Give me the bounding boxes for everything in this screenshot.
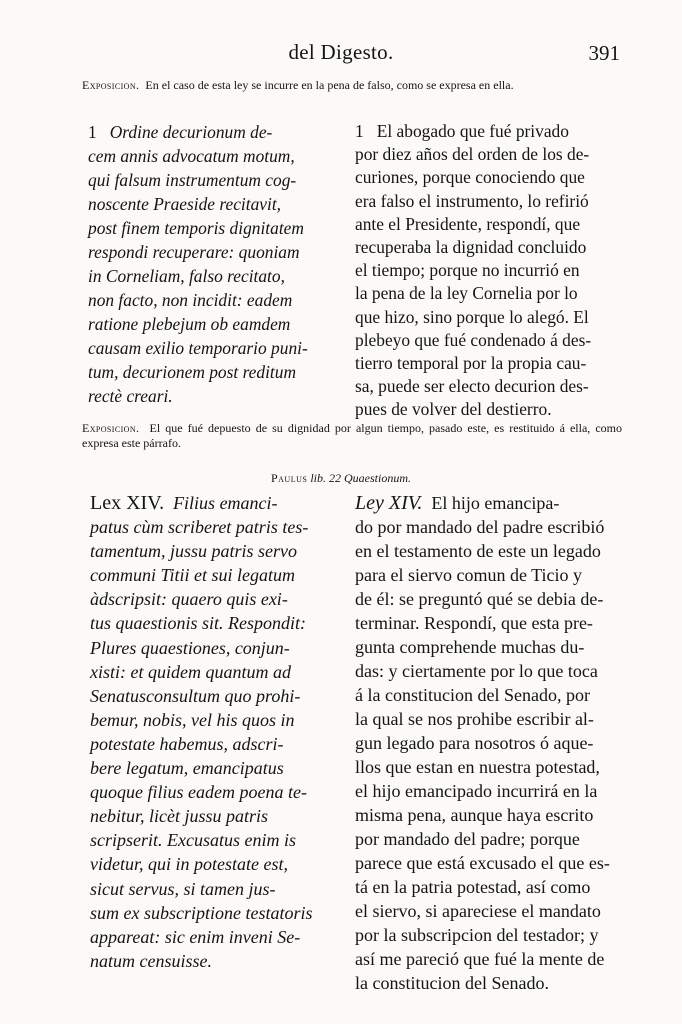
paragraph-number: 1 <box>88 122 97 142</box>
spanish-line: recuperaba la dignidad concluido <box>355 237 587 258</box>
latin-line: videtur, qui in potestate est, <box>90 854 288 875</box>
spanish-line: plebeyo que fué condenado á des- <box>355 329 592 350</box>
spanish-line: que hizo, sino porque lo alegó. El <box>355 306 589 327</box>
latin-line: rectè creari. <box>88 386 173 406</box>
latin-line: natum censuisse. <box>90 950 212 971</box>
latin-line: àdscripsit: quaero quis exi- <box>90 589 288 610</box>
source-citation <box>0 471 682 486</box>
exposition-note-top <box>82 78 622 93</box>
page-number: 391 <box>588 41 620 65</box>
latin-line: noscente Praeside recitavit, <box>88 194 282 214</box>
spanish-line: Ley XIV. El hijo emancipa- <box>355 492 560 514</box>
exposition-label: Exposicion. <box>82 78 140 92</box>
latin-line: xisti: et quidem quantum ad <box>90 661 291 682</box>
latin-line: tamentum, jussu patris servo <box>90 541 297 562</box>
latin-line: respondi recuperare: quoniam <box>88 242 300 262</box>
spanish-line: el tiempo; porque no incurrió en <box>355 260 580 281</box>
latin-line: causam exilio temporario puni- <box>88 338 308 358</box>
latin-line: ratione plebejum ob eamdem <box>88 314 291 334</box>
spanish-line: para el siervo comun de Ticio y <box>355 565 582 585</box>
spanish-line: do por mandado del padre escribió <box>355 517 605 537</box>
spanish-line: pues de volver del destierro. <box>355 399 552 420</box>
latin-line: Senatusconsultum quo prohi- <box>90 685 301 706</box>
spanish-line: gun legado para nosotros ó aque- <box>355 733 594 753</box>
latin-line: 1 Ordine decurionum de- <box>88 122 273 142</box>
spanish-line: por la subscripcion del testador; y <box>355 925 599 945</box>
exposition-note-middle <box>82 421 622 451</box>
spanish-fragment-2 <box>355 491 625 995</box>
spanish-line: por diez años del orden de los de- <box>355 144 590 165</box>
latin-line: sicut servus, si tamen jus- <box>90 878 276 899</box>
spanish-fragment-1 <box>355 120 623 422</box>
latin-line: quoque filius eadem poena te- <box>90 782 307 803</box>
spanish-line: llos que estan en nuestra potestad, <box>355 757 600 777</box>
spanish-line: la constitucion del Senado. <box>355 973 549 993</box>
spanish-line: parece que está excusado el que es- <box>355 853 610 873</box>
spanish-line: ante el Presidente, respondí, que <box>355 213 581 234</box>
latin-line: bemur, nobis, vel his quos in <box>90 709 295 730</box>
latin-line: patus cùm scriberet patris tes- <box>90 517 309 538</box>
latin-line: non facto, non incidit: eadem <box>88 290 293 310</box>
spanish-line: gunta comprehende muchas du- <box>355 637 585 657</box>
latin-line: potestate habemus, adscri- <box>90 733 284 754</box>
source-work: lib. 22 Quaestionum. <box>310 471 411 485</box>
spanish-line: la pena de la ley Cornelia por lo <box>355 283 578 304</box>
running-title: del Digesto. <box>288 40 394 64</box>
spanish-line: das: y ciertamente por lo que toca <box>355 661 598 681</box>
spanish-line: el hijo emancipado incurrirá en la <box>355 781 598 801</box>
latin-line: bere legatum, emancipatus <box>90 758 284 779</box>
latin-line: communi Titii et sui legatum <box>90 565 295 586</box>
source-author: Paulus <box>270 471 308 485</box>
latin-line: post finem temporis dignitatem <box>88 218 304 238</box>
exposition-text: El que fué depuesto de su dignidad por algun tiempo, pasado este, es restituido á ella, como expresa este párrafo. <box>82 421 623 450</box>
latin-line: appareat: sic enim inveni Se- <box>90 926 301 947</box>
spanish-line: tierro temporal por la propia cau- <box>355 353 587 374</box>
latin-line: sum ex subscriptione testatoris <box>90 902 313 923</box>
latin-line: scripserit. Excusatus enim is <box>90 830 296 851</box>
spanish-line: por mandado del padre; porque <box>355 829 580 849</box>
spanish-line: tá en la patria potestad, así como <box>355 877 591 897</box>
spanish-line: misma pena, aunque haya escrito <box>355 805 594 825</box>
latin-line: tus quaestionis sit. Respondit: <box>90 613 306 634</box>
spanish-line: así me pareció que fué la mente de <box>355 949 605 969</box>
running-head <box>0 40 682 70</box>
latin-line: Plures quaestiones, conjun- <box>90 637 290 658</box>
lex-heading: Lex XIV. <box>90 492 165 514</box>
ley-heading: Ley XIV. <box>355 492 423 514</box>
latin-line: qui falsum instrumentum cog- <box>88 170 297 190</box>
exposition-label: Exposicion. <box>82 421 140 435</box>
latin-line: in Corneliam, falso recitato, <box>88 266 285 286</box>
latin-fragment-2 <box>90 491 348 973</box>
paragraph-number: 1 <box>355 121 364 141</box>
spanish-line: la qual se nos prohibe escribir al- <box>355 709 594 729</box>
latin-line: cem annis advocatum motum, <box>88 146 295 166</box>
spanish-line: en el testamento de este un legado <box>355 541 601 561</box>
spanish-line: de él: se preguntó qué se debia de- <box>355 589 604 609</box>
spanish-line: terminar. Respondí, que esta pre- <box>355 613 593 633</box>
spanish-line: 1 El abogado que fué privado <box>355 121 569 141</box>
spanish-line: sa, puede ser electo decurion des- <box>355 376 589 397</box>
latin-fragment-1 <box>88 120 342 408</box>
spanish-line: era falso el instrumento, lo refirió <box>355 190 589 211</box>
spanish-line: á la constitucion del Senado, por <box>355 685 590 705</box>
spanish-line: el siervo, si apareciese el mandato <box>355 901 601 921</box>
spanish-line: curiones, porque conociendo que <box>355 167 585 188</box>
latin-line: tum, decurionem post reditum <box>88 362 297 382</box>
latin-line: Lex XIV. Filius emanci- <box>90 492 278 514</box>
latin-line: nebitur, licèt jussu patris <box>90 806 269 827</box>
exposition-text: En el caso de esta ley se incurre en la pena de falso, como se expresa en ella. <box>145 78 514 92</box>
